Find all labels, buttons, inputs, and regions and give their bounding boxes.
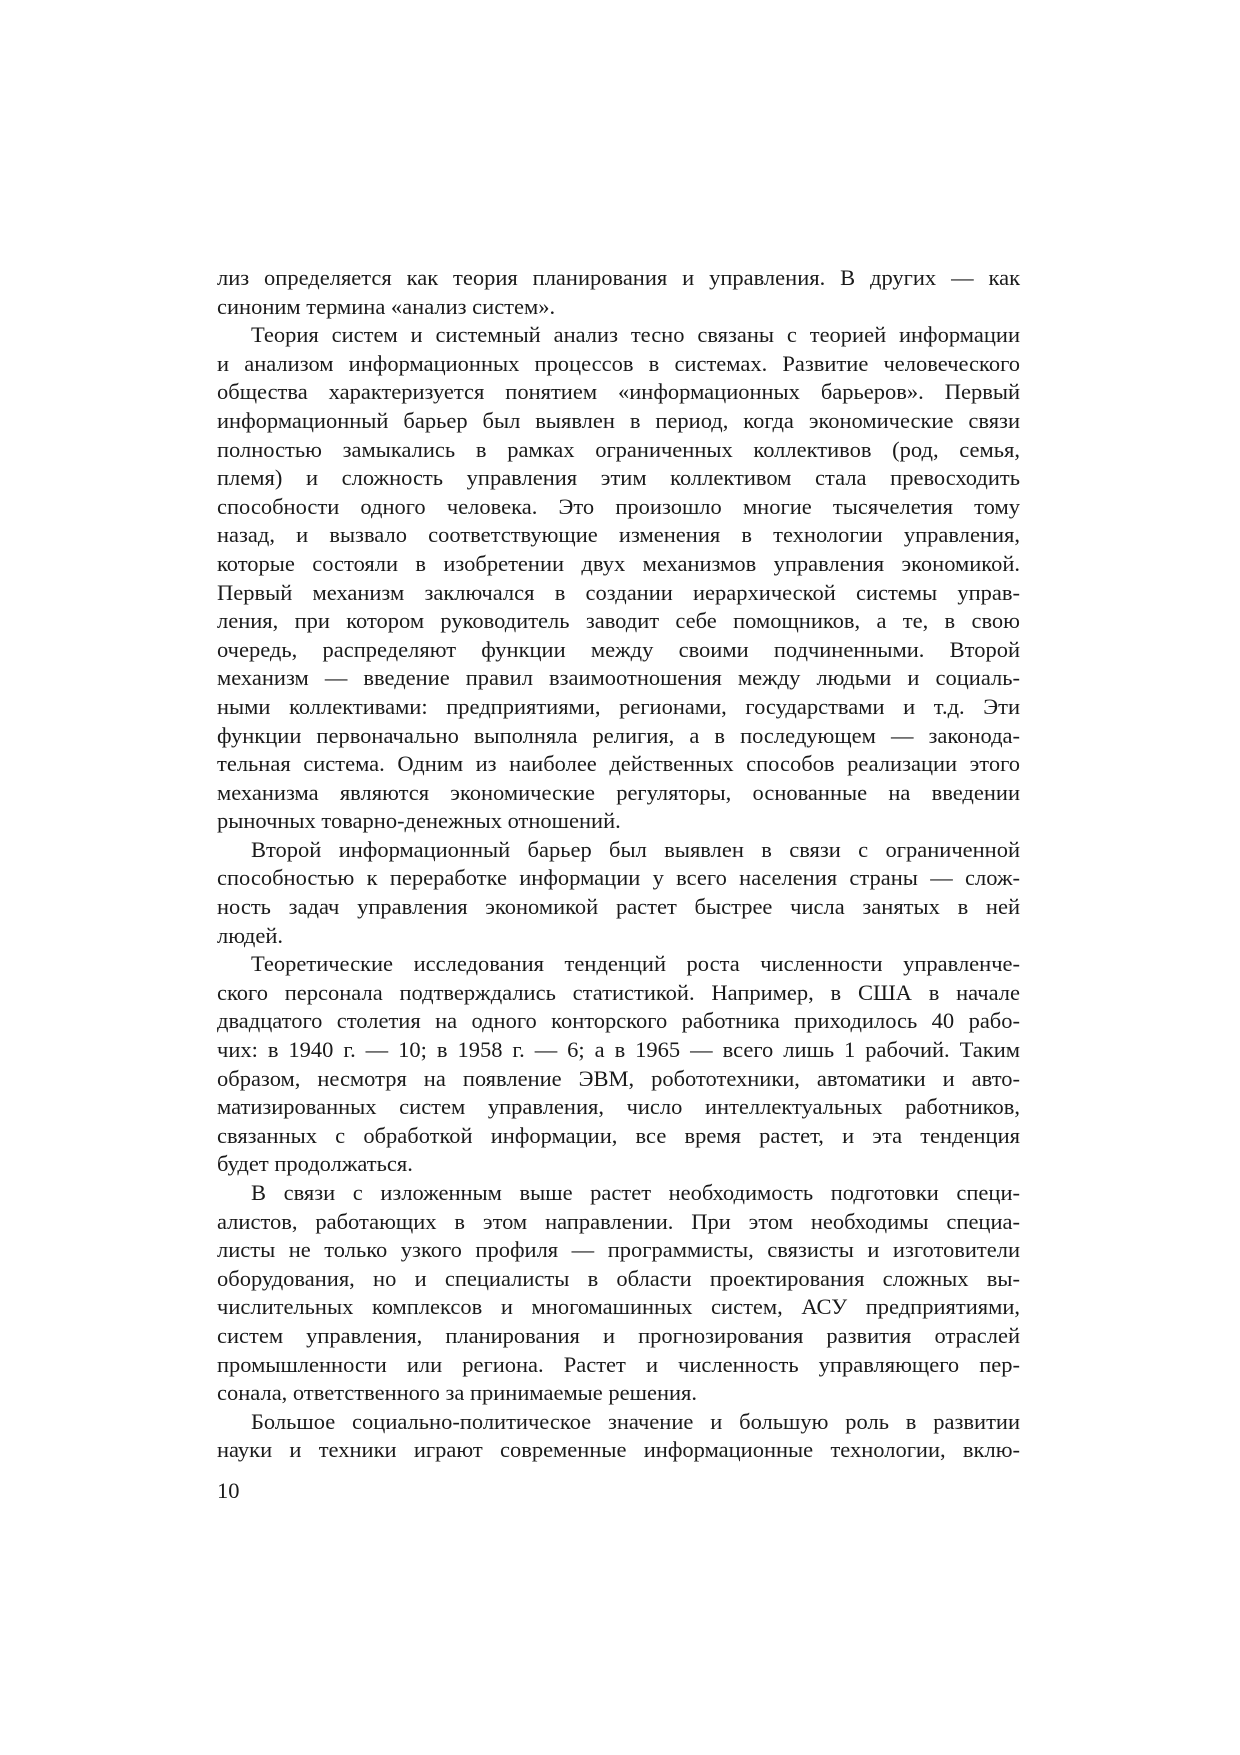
- text-line: которые состояли в изобретении двух механизмов управления экономикой.: [217, 550, 1020, 576]
- text-line: тельная система. Одним из наиболее действенных способов реализации этого: [217, 751, 1020, 777]
- text-line: рыночных товарно-денежных отношений.: [217, 808, 621, 834]
- text-line: Теоретические исследования тенденций роста численности управленче-: [251, 951, 1020, 977]
- text-line: функции первоначально выполняла религия, а в последующем — законода-: [217, 722, 1020, 748]
- text-line: связанных с обработкой информации, все время растет, и эта тенденция: [217, 1122, 1020, 1148]
- text-line: оборудования, но и специалисты в области проектирования сложных вы-: [217, 1265, 1020, 1291]
- paragraph: [217, 836, 1020, 950]
- text-line: Второй информационный барьер был выявлен в связи с ограниченной: [251, 836, 1020, 862]
- text-line: образом, несмотря на появление ЭВМ, робототехники, автоматики и авто-: [217, 1065, 1020, 1091]
- text-line: алистов, работающих в этом направлении. При этом необходимы специа-: [217, 1208, 1020, 1234]
- text-line: чих: в 1940 г. — 10; в 1958 г. — 6; а в 1965 — всего лишь 1 рабочий. Таким: [217, 1037, 1020, 1063]
- text-line: Теория систем и системный анализ тесно связаны с теорией информации: [251, 322, 1020, 348]
- text-line: ского персонала подтверждались статистикой. Например, в США в начале: [217, 979, 1020, 1005]
- text-line: Большое социально-политическое значение и большую роль в развитии: [251, 1408, 1020, 1434]
- text-line: матизированных систем управления, число интеллектуальных работников,: [217, 1094, 1020, 1120]
- text-line: ность задач управления экономикой растет быстрее числа занятых в ней: [217, 894, 1020, 920]
- text-line: ления, при котором руководитель заводит себе помощников, а те, в свою: [217, 608, 1020, 634]
- text-line: информационный барьер был выявлен в период, когда экономические связи: [217, 407, 1020, 433]
- text-line: способностью к переработке информации у всего населения страны — слож-: [217, 865, 1020, 891]
- text-line: и анализом информационных процессов в системах. Развитие человеческого: [217, 350, 1020, 376]
- page-number: 10: [217, 1478, 240, 1503]
- text-line: ными коллективами: предприятиями, регионами, государствами и т.д. Эти: [217, 693, 1020, 719]
- text-line: систем управления, планирования и прогнозирования развития отраслей: [217, 1322, 1020, 1348]
- paragraph: [217, 950, 1020, 1179]
- text-line: лиз определяется как теория планирования и управления. В других — как: [217, 265, 1020, 290]
- text-line: полностью замыкались в рамках ограниченных коллективов (род, семья,: [217, 436, 1020, 462]
- text-line: механизма являются экономические регуляторы, основанные на введении: [217, 779, 1020, 805]
- text-line: числительных комплексов и многомашинных систем, АСУ предприятиями,: [217, 1294, 1020, 1320]
- text-line: Первый механизм заключался в создании иерархической системы управ-: [217, 579, 1020, 605]
- text-line: двадцатого столетия на одного конторского работника приходилось 40 рабо-: [217, 1008, 1020, 1034]
- text-line: очередь, распределяют функции между своими подчиненными. Второй: [217, 636, 1020, 662]
- text-line: способности одного человека. Это произошло многие тысячелетия тому: [217, 493, 1020, 519]
- text-line: будет продолжаться.: [217, 1151, 413, 1177]
- text-line: общества характеризуется понятием «информационных барьеров». Первый: [217, 379, 1020, 405]
- text-line: назад, и вызвало соответствующие изменения в технологии управления,: [217, 522, 1020, 548]
- text-line: синоним термина «анализ систем».: [217, 293, 556, 319]
- text-line: промышленности или региона. Растет и численность управляющего пер-: [217, 1351, 1020, 1377]
- paragraph: [217, 321, 1020, 836]
- text-line: племя) и сложность управления этим коллективом стала превосходить: [217, 465, 1020, 491]
- text-line: людей.: [217, 922, 283, 948]
- text-line: листы не только узкого профиля — программисты, связисты и изготовители: [217, 1237, 1020, 1263]
- body-text: [217, 264, 1020, 1465]
- paragraph: [217, 1408, 1020, 1465]
- text-line: В связи с изложенным выше растет необходимость подготовки специ-: [251, 1180, 1020, 1205]
- text-line: механизм — введение правил взаимоотношения между людьми и социаль-: [217, 665, 1020, 691]
- paragraph: [217, 264, 1020, 321]
- paragraph: [217, 1179, 1020, 1408]
- text-line: сонала, ответственного за принимаемые решения.: [217, 1380, 698, 1406]
- text-line: науки и техники играют современные информационные технологии, вклю-: [217, 1437, 1020, 1463]
